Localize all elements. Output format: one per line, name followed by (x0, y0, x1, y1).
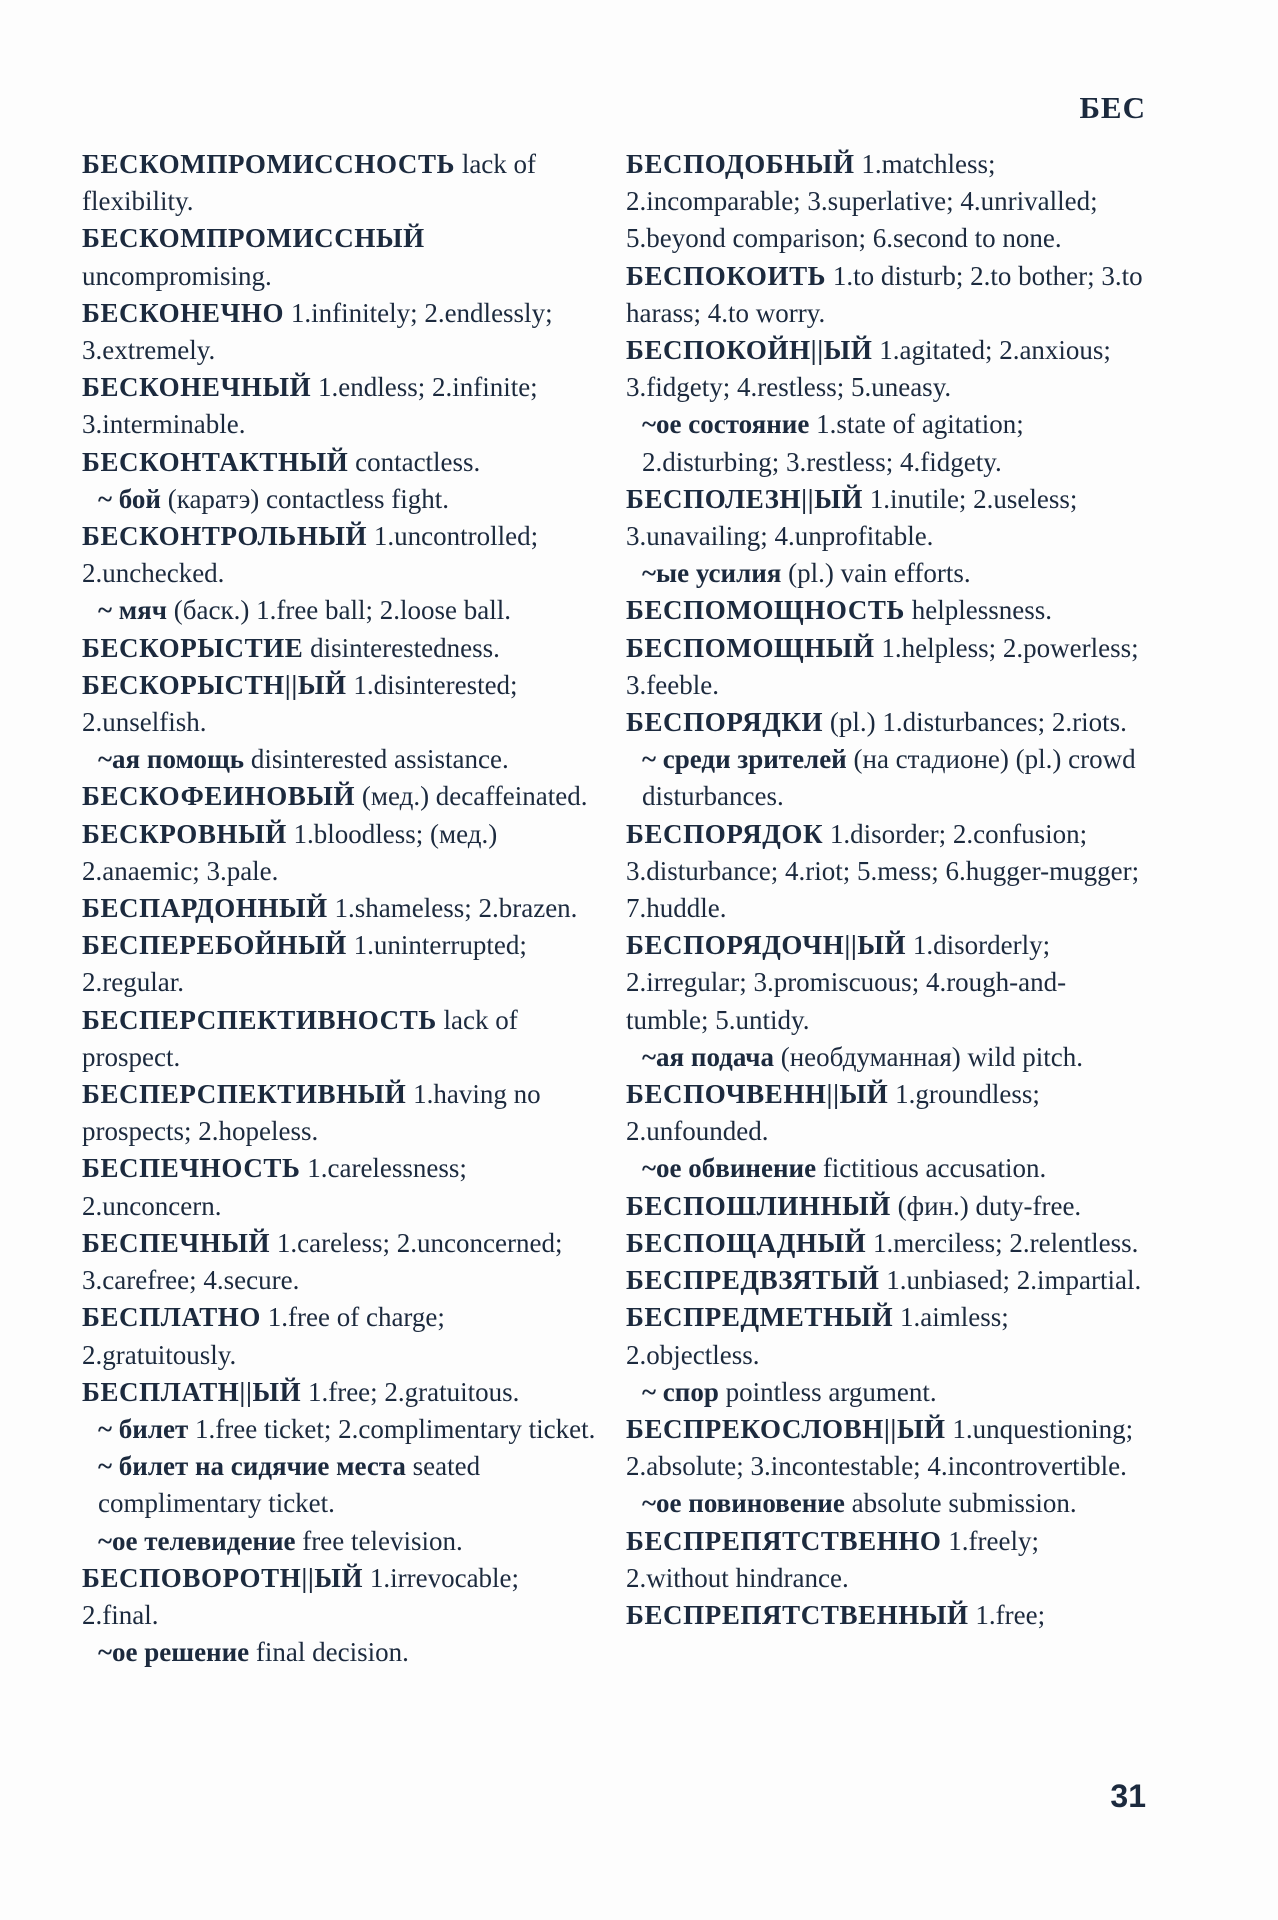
definition: 1.disinterested; 2.unselfish. (82, 669, 518, 738)
dictionary-entry (626, 1076, 1143, 1150)
headword: БЕСПОКОЙН||ЫЙ (626, 335, 873, 366)
headword: БЕСПРЕПЯТСТВЕННЫЙ (626, 1599, 969, 1630)
phrase-entry (82, 1634, 599, 1671)
headword: БЕСПРЕДВЗЯТЫЙ (626, 1265, 880, 1296)
headword: БЕСПЕРЕБОЙНЫЙ (82, 930, 347, 961)
phrase-entry (626, 406, 1143, 480)
definition: (баск.) 1.free ball; 2.loose ball. (173, 595, 512, 626)
phrase: ~ спор (642, 1376, 719, 1407)
headword: БЕСПЕРСПЕКТИВНЫЙ (82, 1079, 407, 1110)
phrase: ~ билет (98, 1413, 189, 1444)
page-number: 31 (1110, 1778, 1146, 1814)
headword: БЕСПЛАТНО (82, 1302, 262, 1333)
phrase-entry (626, 1374, 1143, 1411)
phrase-entry (626, 1485, 1143, 1522)
dictionary-entry (626, 927, 1143, 1039)
phrase: ~ое повиновение (642, 1488, 845, 1519)
headword: БЕСПАРДОННЫЙ (82, 893, 328, 924)
headword: БЕСКОНТАКТНЫЙ (82, 446, 349, 477)
headword: БЕСКРОВНЫЙ (82, 818, 287, 849)
phrase: ~ое решение (98, 1637, 250, 1668)
definition: 1.carelessness; 2.unconcern. (82, 1153, 467, 1221)
definition: disinterestedness. (310, 632, 500, 663)
dictionary-entry (82, 1225, 599, 1299)
definition: (фин.) duty-free. (897, 1190, 1082, 1221)
phrase-entry (82, 1523, 599, 1560)
dictionary-entry (626, 1262, 1143, 1299)
definition: 1.free; (975, 1599, 1046, 1630)
headword: БЕСПОЧВЕНН||ЫЙ (626, 1079, 889, 1110)
headword: БЕСПОРЯДКИ (626, 707, 824, 738)
definition: 1.groundless; 2.unfounded. (626, 1079, 1040, 1147)
dictionary-entry (82, 778, 599, 815)
headword: БЕСПОМОЩНЫЙ (626, 632, 875, 663)
dictionary-entry (82, 220, 599, 294)
definition: 1.aimless; 2.objectless. (626, 1302, 1009, 1370)
definition: 1.endless; 2.infinite; 3.interminable. (82, 372, 538, 440)
phrase: ~ билет на сидячие места (98, 1451, 406, 1482)
dictionary-entry (626, 1411, 1143, 1485)
definition: free television. (302, 1525, 463, 1556)
dictionary-entry (626, 1188, 1143, 1225)
phrase-entry (82, 741, 599, 778)
definition: 1.having no prospects; 2.hopeless. (82, 1079, 541, 1147)
definition: (на стадионе) (pl.) crowd disturbances. (642, 744, 1136, 812)
definition: 1.uncontrolled; 2.unchecked. (82, 521, 539, 589)
phrase: ~ среди зрителей (642, 744, 847, 775)
definition: absolute submission. (851, 1488, 1077, 1519)
headword: БЕСПЕЧНОСТЬ (82, 1153, 301, 1184)
phrase-entry (82, 1448, 599, 1522)
dictionary-entry (82, 890, 599, 927)
definition: 1.unbiased; 2.impartial. (886, 1265, 1142, 1296)
dictionary-entry (82, 1560, 599, 1634)
headword: БЕСКОМПРОМИССНЫЙ (82, 223, 425, 254)
dictionary-entry (626, 258, 1143, 332)
dictionary-entry (82, 927, 599, 1001)
definition: (мед.) decaffeinated. (361, 781, 588, 812)
left-column (82, 146, 599, 1671)
dictionary-entry (82, 1374, 599, 1411)
dictionary-entry (626, 816, 1143, 928)
headword: БЕСПОДОБНЫЙ (626, 149, 855, 179)
dictionary-entry (626, 1523, 1143, 1597)
dictionary-entry (626, 704, 1143, 741)
definition: 1.inutile; 2.useless; 3.unavailing; 4.unprofitable. (626, 483, 1078, 552)
dictionary-entry (626, 332, 1143, 406)
definition: 1.uninterrupted; 2.regular. (82, 930, 527, 998)
headword: БЕСПОРЯДОЧН||ЫЙ (626, 930, 907, 961)
definition: (pl.) 1.disturbances; 2.riots. (829, 707, 1127, 738)
definition: 1.free ticket; 2.complimentary ticket. (195, 1413, 596, 1444)
headword: БЕСПРЕКОСЛОВН||ЫЙ (626, 1413, 946, 1444)
definition: 1.state of agitation; 2.disturbing; 3.restless; 4.fidgety. (642, 409, 1024, 477)
headword: БЕСПОЩАДНЫЙ (626, 1227, 867, 1258)
definition: 1.disorderly; 2.irregular; 3.promiscuous; 4.rough-and-tumble; 5.untidy. (626, 930, 1067, 1035)
definition: 1.free; 2.gratuitous. (307, 1376, 520, 1407)
definition: 1.bloodless; (мед.) 2.anaemic; 3.pale. (82, 818, 498, 886)
definition: 1.matchless; 2.incomparable; 3.superlative; 4.unrivalled; 5.beyond comparison; 6.second to none. (626, 149, 1098, 254)
phrase-entry (626, 741, 1143, 815)
definition: 1.helpless; 2.powerless; 3.feeble. (626, 632, 1139, 700)
phrase-entry (82, 592, 599, 629)
dictionary-entry (82, 1076, 599, 1150)
definition: 1.agitated; 2.anxious; 3.fidgety; 4.restless; 5.uneasy. (626, 335, 1111, 403)
headword: БЕСКОНЕЧНЫЙ (82, 372, 312, 403)
definition: contactless. (355, 446, 481, 477)
headword: БЕСКОРЫСТИЕ (82, 632, 304, 663)
definition: uncompromising. (82, 260, 272, 291)
phrase-entry (82, 1411, 599, 1448)
headword: БЕСПОВОРОТН||ЫЙ (82, 1562, 364, 1593)
dictionary-entry (626, 146, 1143, 258)
headword: БЕСПОШЛИННЫЙ (626, 1190, 891, 1221)
dictionary-entry (626, 481, 1143, 555)
headword: БЕСПЕЧНЫЙ (82, 1227, 271, 1258)
phrase: ~ое телевидение (98, 1525, 296, 1556)
running-head: БЕС (1079, 90, 1146, 125)
definition: pointless argument. (725, 1376, 937, 1407)
headword: БЕСПОЛЕЗН||ЫЙ (626, 483, 863, 514)
dictionary-entry (82, 1002, 599, 1076)
definition: 1.freely; 2.without hindrance. (626, 1525, 1039, 1593)
phrase: ~ые усилия (642, 558, 782, 589)
right-column (626, 146, 1143, 1634)
dictionary-entry (82, 369, 599, 443)
headword: БЕСПЕРСПЕКТИВНОСТЬ (82, 1004, 437, 1035)
headword: БЕСПРЕПЯТСТВЕННО (626, 1525, 942, 1556)
definition: 1.careless; 2.unconcerned; 3.carefree; 4.secure. (82, 1227, 563, 1296)
phrase-entry (626, 555, 1143, 592)
definition: seated complimentary ticket. (98, 1451, 481, 1519)
headword: БЕСКОНЕЧНО (82, 297, 285, 328)
dictionary-entry (82, 1150, 599, 1224)
dictionary-entry (82, 518, 599, 592)
phrase-entry (626, 1150, 1143, 1187)
dictionary-entry (82, 667, 599, 741)
definition: 1.shameless; 2.brazen. (334, 893, 578, 924)
headword: БЕСПРЕДМЕТНЫЙ (626, 1302, 894, 1333)
definition: 1.infinitely; 2.endlessly; 3.extremely. (82, 297, 553, 366)
dictionary-entry (626, 1299, 1143, 1373)
definition: lack of flexibility. (82, 149, 537, 217)
definition: (каратэ) contactless fight. (167, 483, 449, 514)
dictionary-entry (626, 630, 1143, 704)
phrase: ~ мяч (98, 595, 168, 626)
definition: helplessness. (911, 595, 1052, 626)
headword: БЕСПЛАТН||ЫЙ (82, 1376, 302, 1407)
phrase: ~ое состояние (642, 409, 810, 440)
definition: 1.free of charge; 2.gratuitously. (82, 1302, 445, 1370)
headword: БЕСКОНТРОЛЬНЫЙ (82, 521, 368, 552)
headword: БЕСПОМОЩНОСТЬ (626, 595, 905, 626)
phrase-entry (82, 481, 599, 518)
dictionary-entry (82, 444, 599, 481)
definition: (pl.) vain efforts. (788, 558, 971, 589)
definition: 1.to disturb; 2.to bother; 3.to harass; 4.to worry. (626, 260, 1143, 328)
dictionary-entry (626, 1225, 1143, 1262)
definition: final decision. (255, 1637, 409, 1668)
phrase: ~ая помощь (98, 744, 245, 775)
dictionary-entry (626, 1597, 1143, 1634)
definition: 1.disorder; 2.confusion; 3.disturbance; 4.riot; 5.mess; 6.hugger-mugger; 7.huddle. (626, 818, 1140, 924)
definition: 1.merciless; 2.relentless. (872, 1227, 1139, 1258)
headword: БЕСКОМПРОМИССНОСТЬ (82, 149, 456, 179)
definition: 1.unquestioning; 2.absolute; 3.incontestable; 4.incontrovertible. (626, 1413, 1134, 1482)
dictionary-entry (82, 630, 599, 667)
phrase: ~ бой (98, 483, 161, 514)
phrase: ~ое обвинение (642, 1153, 817, 1184)
dictionary-entry (626, 592, 1143, 629)
definition: lack of prospect. (82, 1004, 518, 1072)
headword: БЕСПОКОИТЬ (626, 260, 827, 291)
dictionary-entry (82, 816, 599, 890)
headword: БЕСКОРЫСТН||ЫЙ (82, 669, 347, 700)
headword: БЕСКОФЕИНОВЫЙ (82, 781, 356, 812)
dictionary-entry (82, 1299, 599, 1373)
headword: БЕСПОРЯДОК (626, 818, 824, 849)
definition: (необдуманная) wild pitch. (780, 1041, 1084, 1072)
definition: disinterested assistance. (250, 744, 509, 775)
definition: 1.irrevocable; 2.final. (82, 1562, 520, 1630)
definition: fictitious accusation. (822, 1153, 1047, 1184)
dictionary-entry (82, 295, 599, 369)
phrase: ~ая подача (642, 1041, 774, 1072)
phrase-entry (626, 1039, 1143, 1076)
dictionary-entry (82, 146, 599, 220)
